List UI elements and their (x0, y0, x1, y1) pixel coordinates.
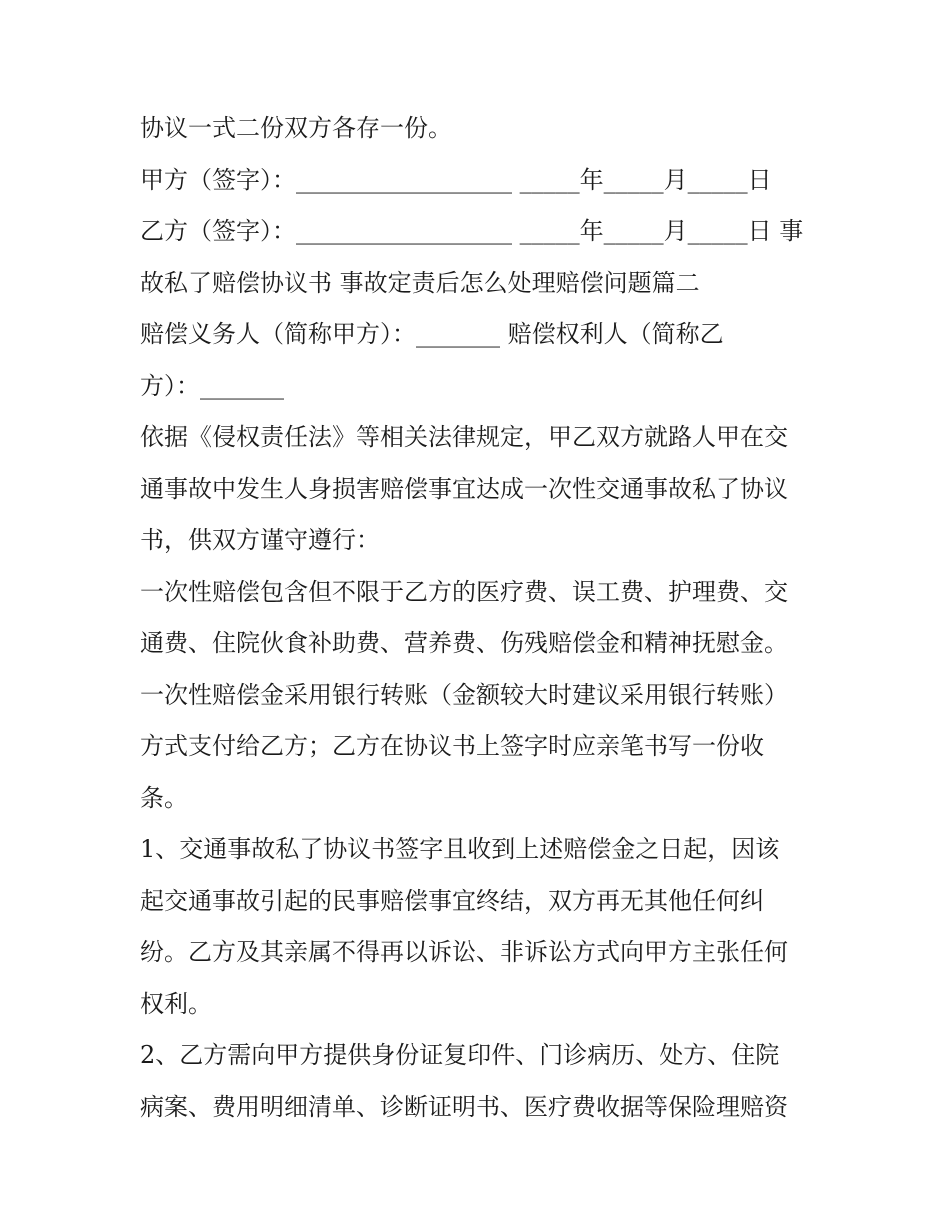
text-line: 乙方（签字）：__________________ _____年_____月_____日 事 (140, 217, 804, 245)
text-line: 一次性赔偿包含但不限于乙方的医疗费、误工费、护理费、交 (140, 577, 788, 606)
text-line: 通费、住院伙食补助费、营养费、伤残赔偿金和精神抚慰金。 (140, 629, 788, 657)
text-line: 方）：_______ (140, 371, 284, 400)
text-line: 病案、费用明细清单、诊断证明书、医疗费收据等保险理赔资 (140, 1092, 788, 1121)
text-line: 1、交通事故私了协议书签字且收到上述赔偿金之日起，因该 (140, 835, 780, 863)
text-line: 条。 (140, 783, 188, 812)
text-line: 起交通事故引起的民事赔偿事宜终结，双方再无其他任何纠 (140, 886, 764, 915)
text-line: 协议一式二份双方各存一份。 (140, 114, 452, 142)
text-line: 2、乙方需向甲方提供身份证复印件、门诊病历、处方、住院 (140, 1041, 780, 1069)
text-line: 纷。乙方及其亲属不得再以诉讼、非诉讼方式向甲方主张任何 (140, 938, 788, 966)
text-line: 依据《侵权责任法》等相关法律规定，甲乙双方就路人甲在交 (140, 423, 788, 451)
text-line: 故私了赔偿协议书 事故定责后怎么处理赔偿问题篇二 (140, 268, 700, 297)
text-line: 方式支付给乙方；乙方在协议书上签字时应亲笔书写一份收 (140, 732, 764, 760)
text-line: 赔偿义务人（简称甲方）：_______ 赔偿权利人（简称乙 (140, 320, 724, 348)
text-line: 书，供双方谨守遵行： (140, 526, 380, 554)
text-line: 通事故中发生人身损害赔偿事宜达成一次性交通事故私了协议 (140, 474, 788, 503)
text-line: 一次性赔偿金采用银行转账（金额较大时建议采用银行转账） (140, 680, 788, 709)
text-line: 权利。 (140, 989, 212, 1018)
document-body (140, 103, 830, 1133)
text-line: 甲方（签字）：__________________ _____年_____月_____日 (140, 165, 772, 194)
